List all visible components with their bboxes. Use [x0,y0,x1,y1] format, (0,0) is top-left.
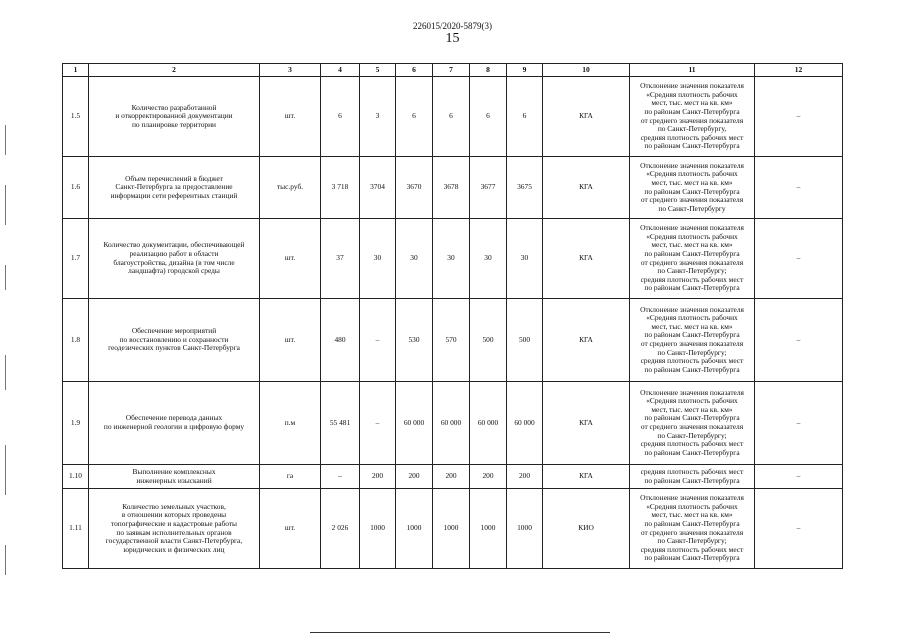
unit-cell: п.м [260,382,321,465]
table-row [63,299,843,382]
value-cell: 30 [433,219,470,299]
value-cell: 6 [470,77,507,157]
value-cell: 55 481 [321,382,360,465]
row-number: 1.7 [63,219,89,299]
value-cell: 30 [396,219,433,299]
row-number: 1.6 [63,157,89,219]
unit-cell: га [260,465,321,489]
row-number: 1.10 [63,465,89,489]
value-cell: 60 000 [433,382,470,465]
value-cell: 3 718 [321,157,360,219]
column-header: 5 [360,64,396,77]
indicator-name: Обеспечение перевода данных по инженерной геологии в цифровую форму [89,382,260,465]
value-cell: 3678 [433,157,470,219]
value-cell: 200 [507,465,543,489]
value-cell: 530 [396,299,433,382]
criterion-cell: Отклонение значения показателя «Средняя плотность рабочих мест, тыс. мест на кв. км» по районам Санкт-Петербурга от среднего значения показателя по Санкт-Петербургу; средняя плотность рабочих мест по районам Санкт-Петербурга [630,382,755,465]
value-cell: 6 [433,77,470,157]
criterion-cell: Отклонение значения показателя «Средняя плотность рабочих мест, тыс. мест на кв. км» по районам Санкт-Петербурга от среднего значения показателя по Санкт-Петербургу [630,157,755,219]
value-cell: 2 026 [321,489,360,569]
column-header: 12 [755,64,843,77]
row-number: 1.11 [63,489,89,569]
value-cell: 480 [321,299,360,382]
column-header: 4 [321,64,360,77]
table-row [63,77,843,157]
responsible-org: КИО [543,489,630,569]
column-header: 6 [396,64,433,77]
value-cell: 1000 [433,489,470,569]
table-row [63,382,843,465]
table-row [63,489,843,569]
responsible-org: КГА [543,157,630,219]
value-cell: – [321,465,360,489]
column-header: 3 [260,64,321,77]
value-cell: – [360,299,396,382]
value-cell: 6 [321,77,360,157]
note-cell: – [755,489,843,569]
column-header: 9 [507,64,543,77]
row-number: 1.9 [63,382,89,465]
footer-rule [310,632,610,633]
note-cell: – [755,299,843,382]
value-cell: 1000 [360,489,396,569]
column-header: 2 [89,64,260,77]
unit-cell: шт. [260,299,321,382]
column-header: 7 [433,64,470,77]
value-cell: 1000 [507,489,543,569]
note-cell: – [755,382,843,465]
responsible-org: КГА [543,219,630,299]
document-code: 226015/2020-5879(3) [413,21,492,31]
unit-cell: шт. [260,77,321,157]
value-cell: 3675 [507,157,543,219]
value-cell: 30 [507,219,543,299]
value-cell: 60 000 [396,382,433,465]
criterion-cell: Отклонение значения показателя «Средняя плотность рабочих мест, тыс. мест на кв. км» по районам Санкт-Петербурга от среднего значения показателя по Санкт-Петербургу; средняя плотность рабочих мест по районам Санкт-Петербурга [630,489,755,569]
value-cell: 30 [470,219,507,299]
value-cell: 60 000 [470,382,507,465]
unit-cell: тыс.руб. [260,157,321,219]
value-cell: 200 [396,465,433,489]
page-number: 15 [445,31,460,46]
criterion-cell: средняя плотность рабочих мест по районам Санкт-Петербурга [630,465,755,489]
responsible-org: КГА [543,77,630,157]
value-cell: 3704 [360,157,396,219]
responsible-org: КГА [543,299,630,382]
value-cell: 500 [507,299,543,382]
value-cell: 30 [360,219,396,299]
value-cell: 200 [470,465,507,489]
value-cell: 570 [433,299,470,382]
note-cell: – [755,465,843,489]
value-cell: 200 [433,465,470,489]
indicator-name: Выполнение комплексных инженерных изысканий [89,465,260,489]
indicator-name: Обеспечение мероприятий по восстановлению и сохранности геодезических пунктов Санкт-Петербурга [89,299,260,382]
note-cell: – [755,77,843,157]
criterion-cell: Отклонение значения показателя «Средняя плотность рабочих мест, тыс. мест на кв. км» по районам Санкт-Петербурга от среднего значения показателя по Санкт-Петербургу; средняя плотность рабочих мест по районам Санкт-Петербурга [630,219,755,299]
table-row [63,465,843,489]
value-cell: 37 [321,219,360,299]
criterion-cell: Отклонение значения показателя «Средняя плотность рабочих мест, тыс. мест на кв. км» по районам Санкт-Петербурга от среднего значения показателя по Санкт-Петербургу, средняя плотность рабочих мест по районам Санкт-Петербурга [630,77,755,157]
indicator-table [62,63,843,569]
column-header: 8 [470,64,507,77]
column-header: 1 [63,64,89,77]
value-cell: – [360,382,396,465]
criterion-cell: Отклонение значения показателя «Средняя плотность рабочих мест, тыс. мест на кв. км» по районам Санкт-Петербурга от среднего значения показателя по Санкт-Петербургу; средняя плотность рабочих мест по районам Санкт-Петербурга [630,299,755,382]
indicator-name: Количество документации, обеспечивающей реализацию работ в области благоустройства, дизайна (в том числе ландшафта) городской среды [89,219,260,299]
column-header: 11 [630,64,755,77]
value-cell: 500 [470,299,507,382]
table-header-row [63,64,843,77]
value-cell: 1000 [470,489,507,569]
responsible-org: КГА [543,382,630,465]
unit-cell: шт. [260,219,321,299]
value-cell: 200 [360,465,396,489]
value-cell: 3677 [470,157,507,219]
table-row [63,219,843,299]
indicator-name: Количество разработанной и откорректированной документации по планировке территории [89,77,260,157]
margin-marks [5,125,8,615]
value-cell: 6 [507,77,543,157]
table-row [63,157,843,219]
note-cell: – [755,219,843,299]
value-cell: 60 000 [507,382,543,465]
value-cell: 3 [360,77,396,157]
indicator-name: Количество земельных участков, в отношении которых проведены топографические и кадастровые работы по заявкам исполнительных органов государственной власти Санкт-Петербурга, юридических и физических лиц [89,489,260,569]
column-header: 10 [543,64,630,77]
responsible-org: КГА [543,465,630,489]
value-cell: 3670 [396,157,433,219]
unit-cell: шт. [260,489,321,569]
value-cell: 6 [396,77,433,157]
note-cell: – [755,157,843,219]
row-number: 1.5 [63,77,89,157]
indicator-name: Объем перечислений в бюджет Санкт-Петербурга за предоставление информации сети референтных станций [89,157,260,219]
row-number: 1.8 [63,299,89,382]
value-cell: 1000 [396,489,433,569]
